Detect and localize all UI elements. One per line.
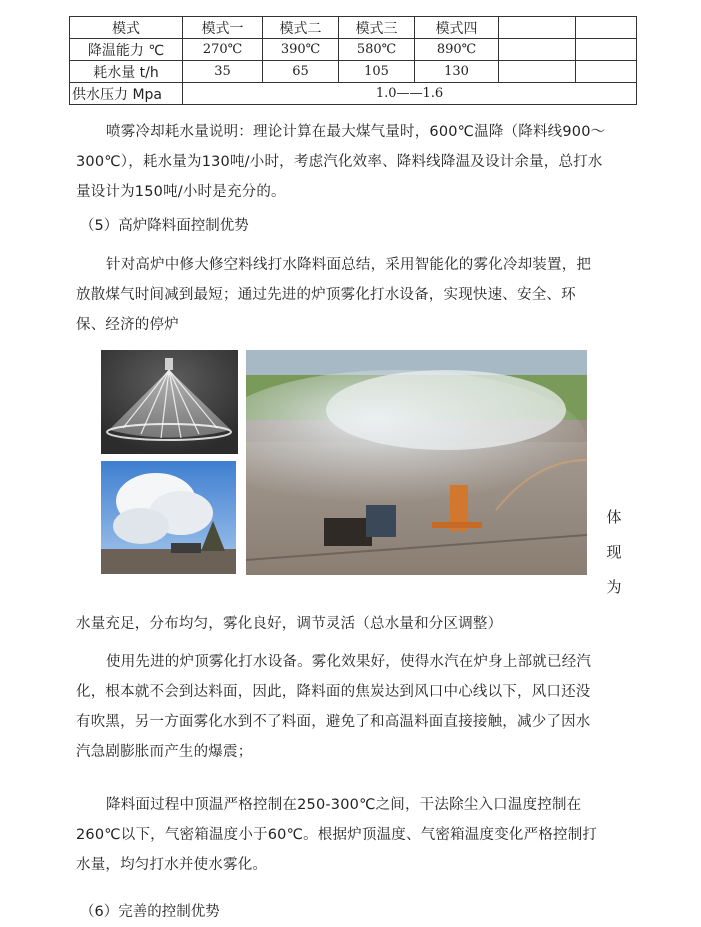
table-cell: 580℃ bbox=[339, 39, 415, 61]
paragraph-atomization-equipment bbox=[76, 647, 636, 767]
text-line: 水量，均匀打水并使水雾化。 bbox=[76, 857, 268, 873]
table-header-cell: 模式二 bbox=[263, 17, 339, 39]
table-cell bbox=[576, 61, 637, 83]
text-line: 260℃以下，气密箱温度小于60℃。根据炉顶温度、气密箱温度变化严格控制打 bbox=[76, 827, 598, 843]
text-line: 降料面过程中顶温严格控制在250-300℃之间，干法除尘入口温度控制在 bbox=[106, 797, 582, 813]
table-header-cell: 模式 bbox=[70, 17, 183, 39]
text-line: 量设计为150吨/小时是充分的。 bbox=[76, 184, 286, 200]
table-header-cell: 模式一 bbox=[183, 17, 263, 39]
row-label-pressure: 供水压力 Mpa bbox=[70, 83, 183, 105]
vertical-text-char: 体 bbox=[606, 508, 622, 526]
paragraph-effect-summary bbox=[76, 609, 636, 639]
text-line: 汽急剧膨胀而产生的爆震； bbox=[76, 744, 253, 760]
table-row bbox=[70, 61, 637, 83]
text-line: 放散煤气时间减到最短；通过先进的炉顶雾化打水设备，实现快速、安全、环 bbox=[76, 287, 576, 303]
vertical-text-char: 为 bbox=[606, 578, 622, 596]
paragraph-furnace-advantage bbox=[76, 250, 636, 340]
row-label-water: 耗水量 t/h bbox=[70, 61, 183, 83]
paragraph-water-consumption bbox=[76, 117, 636, 207]
table-cell: 270℃ bbox=[183, 39, 263, 61]
table-cell bbox=[499, 39, 576, 61]
text-line: 使用先进的炉顶雾化打水设备。雾化效果好，使得水汽在炉身上部就已经汽 bbox=[106, 654, 592, 670]
table-header-cell bbox=[499, 17, 576, 39]
table-header-cell: 模式四 bbox=[415, 17, 499, 39]
field-spray-test-photo bbox=[246, 350, 587, 575]
table-cell: 390℃ bbox=[263, 39, 339, 61]
table-row bbox=[70, 39, 637, 61]
paragraph-temperature-control bbox=[76, 790, 636, 880]
vertical-text-char: 现 bbox=[606, 543, 622, 561]
pressure-value-cell: 1.0——1.6 bbox=[183, 83, 637, 105]
text-line: 保、经济的停炉 bbox=[76, 317, 179, 333]
table-cell: 65 bbox=[263, 61, 339, 83]
table-cell: 105 bbox=[339, 61, 415, 83]
table-row bbox=[70, 83, 637, 105]
row-label-cooling: 降温能力 ℃ bbox=[70, 39, 183, 61]
section-6-heading: （6）完善的控制优势 bbox=[80, 904, 220, 920]
table-header-row bbox=[70, 17, 637, 39]
section-5-heading: （5）高炉降料面控制优势 bbox=[80, 218, 249, 234]
table-cell: 35 bbox=[183, 61, 263, 83]
text-line: 水量充足，分布均匀，雾化良好，调节灵活（总水量和分区调整） bbox=[76, 616, 503, 632]
text-line: 300℃），耗水量为130吨/小时，考虑汽化效率、降料线降温及设计余量，总打水 bbox=[76, 154, 603, 170]
spec-table bbox=[69, 16, 637, 105]
text-line: 针对高炉中修大修空料线打水降料面总结，采用智能化的雾化冷却装置，把 bbox=[106, 257, 592, 273]
text-line: 喷雾冷却耗水量说明：理论计算在最大煤气量时，600℃温降（降料线900～ bbox=[106, 124, 606, 140]
steam-plume-photo bbox=[101, 461, 236, 574]
table-cell: 890℃ bbox=[415, 39, 499, 61]
table-cell bbox=[576, 39, 637, 61]
spray-cone-photo bbox=[101, 350, 238, 454]
table-header-cell bbox=[576, 17, 637, 39]
table-header-cell: 模式三 bbox=[339, 17, 415, 39]
table-cell bbox=[499, 61, 576, 83]
table-cell: 130 bbox=[415, 61, 499, 83]
text-line: 化，根本就不会到达料面，因此，降料面的焦炭达到风口中心线以下，风口还没 bbox=[76, 684, 591, 700]
text-line: 有吹黑，另一方面雾化水到不了料面，避免了和高温料面直接接触，减少了因水 bbox=[76, 714, 591, 730]
